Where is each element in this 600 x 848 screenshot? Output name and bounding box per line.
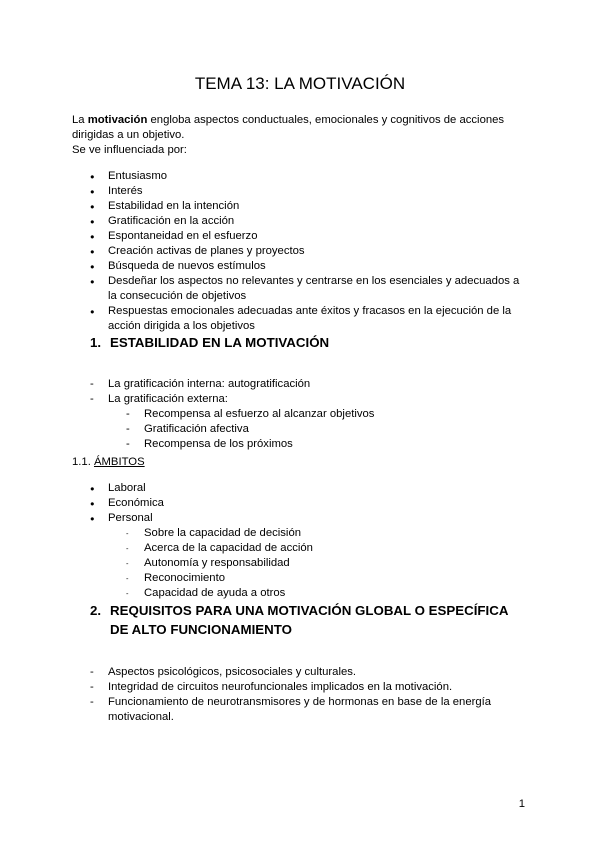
intro-rest: engloba aspectos conductuales, emocionales y cognitivos de acciones dirigidas a un objetivo.	[72, 114, 505, 141]
section1-number: 1.	[90, 335, 102, 350]
section2-heading	[90, 601, 530, 639]
list-item	[90, 511, 530, 601]
section1-title: ESTABILIDAD EN LA MOTIVACIÓN	[110, 335, 330, 350]
subsection-title-link[interactable]: ÁMBITOS	[93, 456, 145, 468]
list-item: - La gratificación interna: autogratificación	[90, 377, 530, 392]
list-item: ● Búsqueda de nuevos estímulos	[90, 259, 530, 274]
external-label: La gratificación externa:	[108, 393, 228, 406]
personal-label: Personal	[108, 512, 153, 525]
section2-list	[90, 654, 500, 737]
list-item: ● Interés	[90, 184, 530, 199]
ambitos-list	[90, 470, 530, 613]
intro-influence-line: Se ve influenciada por:	[72, 144, 187, 156]
list-item: - Reconocimiento	[126, 571, 530, 586]
intro-definition	[72, 113, 532, 143]
list-item: ● Espontaneidad en el esfuerzo	[90, 229, 530, 244]
list-item: - Recompensa al esfuerzo al alcanzar objetivos	[126, 407, 530, 422]
page-title: TEMA 13: LA MOTIVACIÓN	[194, 74, 406, 93]
page-number: 1	[518, 798, 525, 810]
section2-title: REQUISITOS PARA UNA MOTIVACIÓN GLOBAL O ESPECÍFICA DE ALTO FUNCIONAMIENTO	[110, 603, 508, 637]
section1-list	[90, 366, 530, 464]
list-item: - Sobre la capacidad de decisión	[126, 526, 530, 541]
section2-number: 2.	[90, 603, 102, 618]
list-item: ● Desdeñar los aspectos no relevantes y centrarse en los esenciales y adecuados a la consecución de objetivos	[90, 274, 530, 304]
intro-paragraph	[72, 113, 532, 158]
section1-heading	[90, 333, 530, 352]
influences-list	[90, 158, 530, 346]
external-sublist	[126, 407, 530, 452]
personal-sublist	[126, 526, 530, 601]
subsection-heading	[72, 455, 145, 470]
list-item: - Capacidad de ayuda a otros	[126, 586, 530, 601]
list-item: ● Respuestas emocionales adecuadas ante éxitos y fracasos en la ejecución de la acción dirigida a los objetivos	[90, 304, 530, 334]
list-item: - Recompensa de los próximos	[126, 437, 530, 452]
intro-prefix: La	[72, 114, 88, 126]
list-item: ● Económica	[90, 496, 530, 511]
list-item: - Gratificación afectiva	[126, 422, 530, 437]
list-item: ● Creación activas de planes y proyectos	[90, 244, 530, 259]
list-item: - Acerca de la capacidad de acción	[126, 541, 530, 556]
subsection-number: 1.1.	[72, 456, 91, 468]
list-item: ● Estabilidad en la intención	[90, 199, 530, 214]
list-item: - Integridad de circuitos neurofuncionales implicados en la motivación.	[90, 680, 500, 695]
intro-keyword: motivación	[87, 114, 148, 126]
list-item: - Aspectos psicológicos, psicosociales y culturales.	[90, 665, 500, 680]
list-item: ● Gratificación en la acción	[90, 214, 530, 229]
list-item	[90, 392, 530, 452]
list-item: ● Laboral	[90, 481, 530, 496]
list-item: ● Entusiasmo	[90, 169, 530, 184]
list-item: - Funcionamiento de neurotransmisores y de hormonas en base de la energía motivacional.	[90, 695, 500, 725]
list-item: - Autonomía y responsabilidad	[126, 556, 530, 571]
